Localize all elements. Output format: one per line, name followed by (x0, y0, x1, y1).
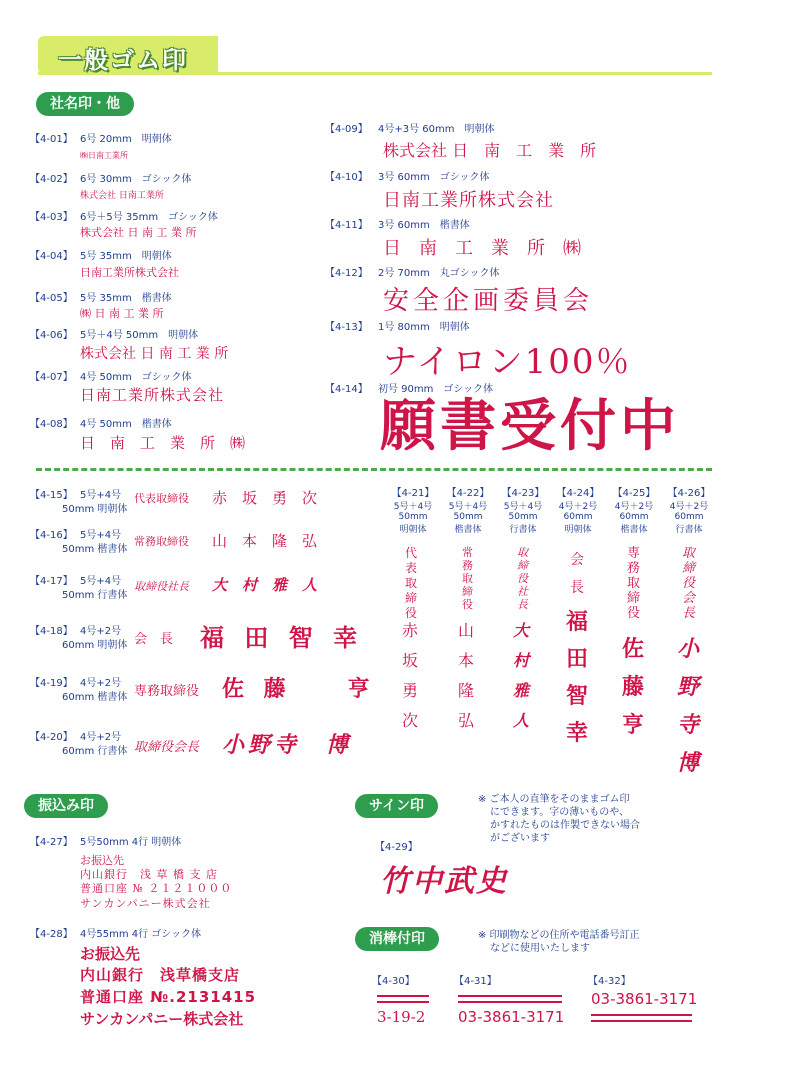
item-spec-mm: 60mm (674, 512, 704, 522)
item-code: 【4-04】 (30, 251, 73, 262)
vertical-name: 佐藤亨 (622, 636, 645, 738)
item-name: 佐 藤 亨 (222, 676, 376, 702)
item-code: 【4-20】 (30, 732, 73, 743)
item-code: 【4-25】 (612, 488, 656, 499)
item-spec: 4号55mm 4行 ゴシック体 (80, 929, 202, 940)
vertical-name: 赤坂勇次 (402, 621, 419, 730)
item-sample: 株式会社 日 南 工 業 所 (80, 346, 229, 362)
item-sample: 株式会社 日 南 工 業 所 (80, 226, 197, 239)
transfer-line: 内山銀行 浅 草 橋 支 店 (80, 868, 218, 881)
item-spec-size: 4号+2号 (80, 732, 122, 743)
vertical-name: 福田智幸 (566, 609, 589, 746)
item-spec-mm: 50mm (398, 512, 428, 522)
cancel-line (591, 1020, 692, 1022)
item-spec-font: 明朝体 (399, 525, 427, 535)
item-code: 【4-16】 (30, 530, 73, 541)
item-spec-font: 行書体 (675, 525, 703, 535)
item-sample: ㈱日南工業所 (80, 151, 128, 160)
vertical-name: 山本隆弘 (458, 621, 475, 730)
item-spec: 6号＋5号 35mm ゴシック体 (80, 212, 218, 223)
item-spec: 4号 50mm ゴシック体 (80, 372, 192, 383)
item-code: 【4-12】 (325, 268, 368, 279)
transfer-line: サンカンパニー株式会社 (80, 1010, 244, 1028)
item-spec-font: 60mm 楷書体 (62, 692, 128, 703)
cancel-sample: 03-3861-3171 (591, 990, 698, 1008)
vertical-title: 代表取締役 (405, 546, 418, 620)
note-line: などに使用いたします (490, 943, 590, 954)
item-sample: 日南工業所株式会社 (80, 386, 225, 404)
item-code: 【4-02】 (30, 174, 73, 185)
item-code: 【4-01】 (30, 134, 73, 145)
item-spec-size: 5号＋4号 (448, 502, 488, 512)
item-title: 常務取締役 (134, 535, 189, 548)
item-spec-font: 50mm 明朝体 (62, 504, 128, 515)
item-sample: 日南工業所株式会社 (383, 190, 554, 211)
item-sample: 株式会社 日南工業所 (80, 191, 164, 201)
item-spec-font: 明朝体 (564, 525, 592, 535)
item-sample: 日南工業所株式会社 (80, 266, 179, 279)
item-name: 大 村 雅 人 (212, 576, 318, 594)
item-code: 【4-15】 (30, 490, 73, 501)
vertical-item-4-21 (388, 484, 438, 535)
item-spec-font: 50mm 行書体 (62, 590, 128, 601)
vertical-item-4-22 (443, 484, 493, 535)
cancel-line (591, 1014, 692, 1016)
item-spec: 6号 20mm 明朝体 (80, 134, 172, 145)
item-spec: 4号 50mm 楷書体 (80, 419, 172, 430)
item-spec-size: 4号+2号 (80, 626, 122, 637)
item-spec-size: 4号+2号 (80, 678, 122, 689)
item-name: 小野寺 博 (222, 732, 353, 758)
item-spec-size: 4号＋2号 (558, 502, 598, 512)
note-line: にできます。字の薄いものや、 (490, 807, 629, 818)
item-code: 【4-27】 (30, 837, 73, 848)
vertical-name: 大村雅人 (513, 621, 530, 730)
cancel-sample: 3-19-2 (377, 1008, 426, 1026)
item-spec-font: 60mm 明朝体 (62, 640, 128, 651)
vertical-title: 取締役会長 (682, 546, 696, 621)
item-title: 取締役社長 (134, 580, 189, 593)
page-title: 一般ゴム印 (58, 46, 188, 74)
item-code: 【4-21】 (391, 488, 435, 499)
vertical-title: 会長 (570, 552, 584, 596)
transfer-line: 内山銀行 浅草橋支店 (80, 966, 241, 984)
cancel-line (377, 1001, 429, 1003)
note-line: ※ ご本人の直筆をそのままゴム印 (478, 794, 630, 805)
item-name: 山 本 隆 弘 (212, 532, 318, 550)
item-spec-size: 5号+4号 (80, 530, 122, 541)
item-spec-font: 50mm 楷書体 (62, 544, 128, 555)
item-spec: 5号 35mm 明朝体 (80, 251, 172, 262)
item-sample: ナイロン100％ (383, 342, 632, 382)
item-code: 【4-28】 (30, 929, 73, 940)
cancel-sample: 03-3861-3171 (458, 1008, 565, 1026)
item-spec-mm: 50mm (508, 512, 538, 522)
item-spec: 5号50mm 4行 明朝体 (80, 837, 182, 848)
item-code: 【4-09】 (325, 124, 368, 135)
transfer-line: 普通口座 №.2131415 (80, 988, 257, 1006)
vertical-title: 専務取締役 (627, 546, 641, 621)
item-spec: 2号 70mm 丸ゴシック体 (378, 268, 500, 279)
item-name: 赤 坂 勇 次 (212, 489, 318, 507)
item-code: 【4-32】 (588, 976, 631, 987)
item-code: 【4-11】 (325, 220, 368, 231)
item-spec-size: 5号＋4号 (393, 502, 433, 512)
vertical-item-4-25 (609, 484, 659, 535)
item-code: 【4-03】 (30, 212, 73, 223)
item-code: 【4-26】 (667, 488, 711, 499)
cancel-line (458, 995, 562, 997)
note-line: かすれたものは作製できない場合 (490, 820, 640, 831)
item-spec-size: 5号+4号 (80, 490, 122, 501)
section-cancel-seal: 消棒付印 (355, 927, 439, 951)
item-sample: 願書受付中 (380, 394, 680, 459)
vertical-title: 常務取締役 (462, 546, 473, 611)
item-title: 会 長 (134, 632, 174, 647)
note-line: がございます (490, 833, 550, 844)
vertical-item-4-23 (498, 484, 548, 535)
item-title: 代表取締役 (134, 492, 189, 505)
item-code: 【4-24】 (556, 488, 600, 499)
section-transfer: 振込み印 (24, 794, 108, 818)
note-line: ※ 印刷物などの住所や電話番号訂正 (478, 930, 640, 941)
item-spec-font: 60mm 行書体 (62, 746, 128, 757)
item-code: 【4-07】 (30, 372, 73, 383)
item-code: 【4-23】 (501, 488, 545, 499)
transfer-line: お振込先 (80, 945, 141, 963)
item-code: 【4-05】 (30, 293, 73, 304)
transfer-line: サンカンパニー株式会社 (80, 897, 211, 910)
item-code: 【4-08】 (30, 419, 73, 430)
item-code: 【4-29】 (375, 842, 418, 853)
item-code: 【4-22】 (446, 488, 490, 499)
transfer-line: お振込先 (80, 854, 124, 867)
item-code: 【4-17】 (30, 576, 73, 587)
item-spec: 4号+3号 60mm 明朝体 (378, 124, 495, 135)
item-code: 【4-19】 (30, 678, 73, 689)
item-spec-size: 5号+4号 (80, 576, 122, 587)
item-name: 福 田 智 幸 (200, 623, 364, 652)
item-code: 【4-31】 (454, 976, 497, 987)
vertical-title: 取締役社長 (517, 546, 528, 611)
item-spec-size: 4号＋2号 (614, 502, 654, 512)
item-spec-font: 楷書体 (454, 525, 482, 535)
item-code: 【4-13】 (325, 322, 368, 333)
cancel-line (377, 995, 429, 997)
section-sign: サイン印 (355, 794, 438, 818)
item-sample: 株式会社 日 南 工 業 所 (383, 141, 597, 160)
item-title: 取締役会長 (134, 740, 200, 755)
item-spec: 5号＋4号 50mm 明朝体 (80, 330, 199, 341)
sign-sample: 竹中武史 (380, 864, 508, 899)
vertical-item-4-24 (553, 484, 603, 535)
cancel-line (458, 1001, 562, 1003)
item-spec-mm: 60mm (619, 512, 649, 522)
vertical-name: 小野寺博 (677, 636, 700, 776)
item-sample: 日 南 工 業 所 ㈱ (80, 434, 246, 452)
item-spec: 3号 60mm ゴシック体 (378, 172, 490, 183)
item-sample: ㈱ 日 南 工 業 所 (80, 307, 164, 320)
item-spec-size: 5号＋4号 (503, 502, 543, 512)
item-spec: 1号 80mm 明朝体 (378, 322, 470, 333)
item-spec: 3号 60mm 楷書体 (378, 220, 470, 231)
item-sample: 安全企画委員会 (383, 286, 594, 316)
item-title: 専務取締役 (134, 684, 200, 699)
item-spec: 6号 30mm ゴシック体 (80, 174, 192, 185)
item-sample: 日 南 工 業 所 ㈱ (383, 238, 581, 259)
item-spec: 5号 35mm 楷書体 (80, 293, 172, 304)
item-code: 【4-30】 (372, 976, 415, 987)
item-spec-mm: 60mm (563, 512, 593, 522)
item-spec: 初号 90mm ゴシック体 (378, 384, 494, 395)
transfer-line: 普通口座 № ２１２１０００ (80, 882, 233, 895)
section-company: 社名印・他 (36, 92, 134, 116)
item-code: 【4-06】 (30, 330, 73, 341)
item-code: 【4-18】 (30, 626, 73, 637)
item-spec-size: 4号＋2号 (669, 502, 709, 512)
item-spec-mm: 50mm (453, 512, 483, 522)
item-code: 【4-14】 (325, 384, 368, 395)
item-code: 【4-10】 (325, 172, 368, 183)
item-spec-font: 行書体 (509, 525, 537, 535)
dashed-divider (36, 468, 712, 471)
item-spec-font: 楷書体 (620, 525, 648, 535)
vertical-item-4-26 (664, 484, 714, 535)
